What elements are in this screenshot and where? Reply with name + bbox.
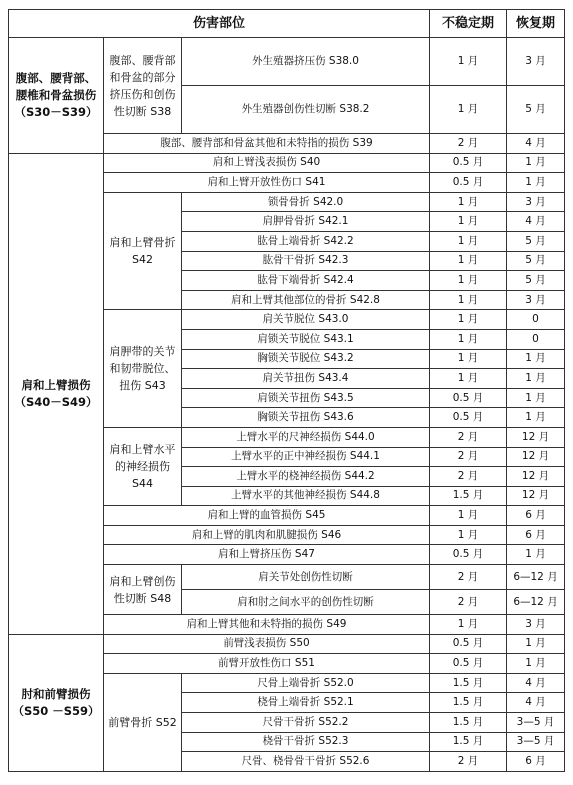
unstable-period: 0.5 月 [430,173,507,193]
site-name: 肩关节处创伤性切断 [182,565,430,590]
site-name: 锁骨骨折 S42.0 [182,192,430,212]
subgroup-label: 肩和上臂创伤性切断 S48 [104,565,182,615]
subgroup-label: 腹部、腰背部和骨盆的部分挤压伤和创伤性切断 S38 [104,38,182,134]
recovery-period: 0 [507,310,565,330]
recovery-period: 4 月 [507,673,565,693]
recovery-period: 6—12 月 [507,590,565,615]
unstable-period: 1 月 [430,251,507,271]
recovery-period: 1 月 [507,654,565,674]
recovery-period: 6—12 月 [507,565,565,590]
unstable-period: 1 月 [430,290,507,310]
recovery-period: 1 月 [507,153,565,173]
site-name: 外生殖器创伤性切断 S38.2 [182,86,430,134]
site-name: 肩锁关节扭伤 S43.5 [182,388,430,408]
site-name: 肱骨干骨折 S42.3 [182,251,430,271]
site-name: 上臂水平的其他神经损伤 S44.8 [182,486,430,506]
site-name: 肩和肘之间水平的创伤性切断 [182,590,430,615]
unstable-period: 2 月 [430,134,507,154]
recovery-period: 0 [507,329,565,349]
site-name: 上臂水平的桡神经损伤 S44.2 [182,467,430,487]
site-name: 桡骨上端骨折 S52.1 [182,693,430,713]
unstable-period: 1 月 [430,192,507,212]
recovery-period: 1 月 [507,634,565,654]
site-name: 上臂水平的正中神经损伤 S44.1 [182,447,430,467]
site-name: 肩和上臂的肌肉和肌腱损伤 S46 [104,525,430,545]
unstable-period: 1.5 月 [430,673,507,693]
site-name: 胸锁关节脱位 S43.2 [182,349,430,369]
header-recovery: 恢复期 [507,10,565,38]
recovery-period: 5 月 [507,86,565,134]
header-unstable: 不稳定期 [430,10,507,38]
recovery-period: 4 月 [507,693,565,713]
unstable-period: 2 月 [430,752,507,772]
recovery-period: 12 月 [507,467,565,487]
recovery-period: 12 月 [507,427,565,447]
recovery-period: 6 月 [507,525,565,545]
header-site: 伤害部位 [9,10,430,38]
group-label: 腹部、腰背部、腰椎和骨盆损伤（S30－S39） [9,38,104,154]
site-name: 前臂开放性伤口 S51 [104,654,430,674]
subgroup-label: 肩和上臂水平的神经损伤 S44 [104,427,182,505]
unstable-period: 2 月 [430,590,507,615]
site-name: 尺骨干骨折 S52.2 [182,713,430,733]
unstable-period: 1 月 [430,231,507,251]
site-name: 肩锁关节脱位 S43.1 [182,329,430,349]
unstable-period: 1 月 [430,329,507,349]
unstable-period: 2 月 [430,467,507,487]
unstable-period: 1.5 月 [430,486,507,506]
recovery-period: 3 月 [507,192,565,212]
site-name: 桡骨干骨折 S52.3 [182,732,430,752]
recovery-period: 1 月 [507,349,565,369]
unstable-period: 0.5 月 [430,654,507,674]
site-name: 外生殖器挤压伤 S38.0 [182,38,430,86]
unstable-period: 1 月 [430,38,507,86]
unstable-period: 1.5 月 [430,713,507,733]
recovery-period: 6 月 [507,752,565,772]
recovery-period: 1 月 [507,545,565,565]
recovery-period: 3 月 [507,615,565,635]
site-name: 肩关节脱位 S43.0 [182,310,430,330]
unstable-period: 1 月 [430,310,507,330]
group-label: 肘和前臂损伤（S50 －S59） [9,634,104,771]
unstable-period: 1 月 [430,369,507,389]
site-name: 肩和上臂开放性伤口 S41 [104,173,430,193]
recovery-period: 5 月 [507,271,565,291]
recovery-period: 6 月 [507,506,565,526]
subgroup-label: 肩胛带的关节和韧带脱位、扭伤 S43 [104,310,182,428]
recovery-period: 3—5 月 [507,713,565,733]
site-name: 肱骨下端骨折 S42.4 [182,271,430,291]
unstable-period: 1 月 [430,615,507,635]
unstable-period: 0.5 月 [430,545,507,565]
site-name: 肩和上臂其他部位的骨折 S42.8 [182,290,430,310]
site-name: 上臂水平的尺神经损伤 S44.0 [182,427,430,447]
recovery-period: 5 月 [507,251,565,271]
recovery-period: 4 月 [507,212,565,232]
unstable-period: 1 月 [430,525,507,545]
unstable-period: 1 月 [430,212,507,232]
unstable-period: 2 月 [430,565,507,590]
site-name: 前臂浅表损伤 S50 [104,634,430,654]
recovery-period: 12 月 [507,486,565,506]
recovery-period: 12 月 [507,447,565,467]
unstable-period: 1 月 [430,349,507,369]
recovery-period: 4 月 [507,134,565,154]
recovery-period: 3 月 [507,38,565,86]
unstable-period: 1 月 [430,271,507,291]
site-name: 胸锁关节扭伤 S43.6 [182,408,430,428]
unstable-period: 0.5 月 [430,153,507,173]
site-name: 肩和上臂其他和未特指的损伤 S49 [104,615,430,635]
site-name: 尺骨、桡骨骨干骨折 S52.6 [182,752,430,772]
site-name: 肩关节扭伤 S43.4 [182,369,430,389]
subgroup-label: 前臂骨折 S52 [104,673,182,771]
unstable-period: 1.5 月 [430,693,507,713]
recovery-period: 5 月 [507,231,565,251]
unstable-period: 1.5 月 [430,732,507,752]
recovery-period: 1 月 [507,388,565,408]
site-name: 尺骨上端骨折 S52.0 [182,673,430,693]
unstable-period: 1 月 [430,506,507,526]
group-label: 肩和上臂损伤（S40－S49） [9,153,104,634]
recovery-period: 1 月 [507,369,565,389]
unstable-period: 1 月 [430,86,507,134]
injury-table [8,9,565,772]
unstable-period: 0.5 月 [430,388,507,408]
site-name: 肱骨上端骨折 S42.2 [182,231,430,251]
unstable-period: 0.5 月 [430,408,507,428]
site-name: 肩胛骨骨折 S42.1 [182,212,430,232]
site-name: 肩和上臂浅表损伤 S40 [104,153,430,173]
site-name: 肩和上臂挤压伤 S47 [104,545,430,565]
recovery-period: 3 月 [507,290,565,310]
recovery-period: 3—5 月 [507,732,565,752]
recovery-period: 1 月 [507,408,565,428]
recovery-period: 1 月 [507,173,565,193]
site-name: 肩和上臂的血管损伤 S45 [104,506,430,526]
subgroup-label: 肩和上臂骨折 S42 [104,192,182,310]
unstable-period: 2 月 [430,427,507,447]
unstable-period: 2 月 [430,447,507,467]
unstable-period: 0.5 月 [430,634,507,654]
site-name: 腹部、腰背部和骨盆其他和未特指的损伤 S39 [104,134,430,154]
